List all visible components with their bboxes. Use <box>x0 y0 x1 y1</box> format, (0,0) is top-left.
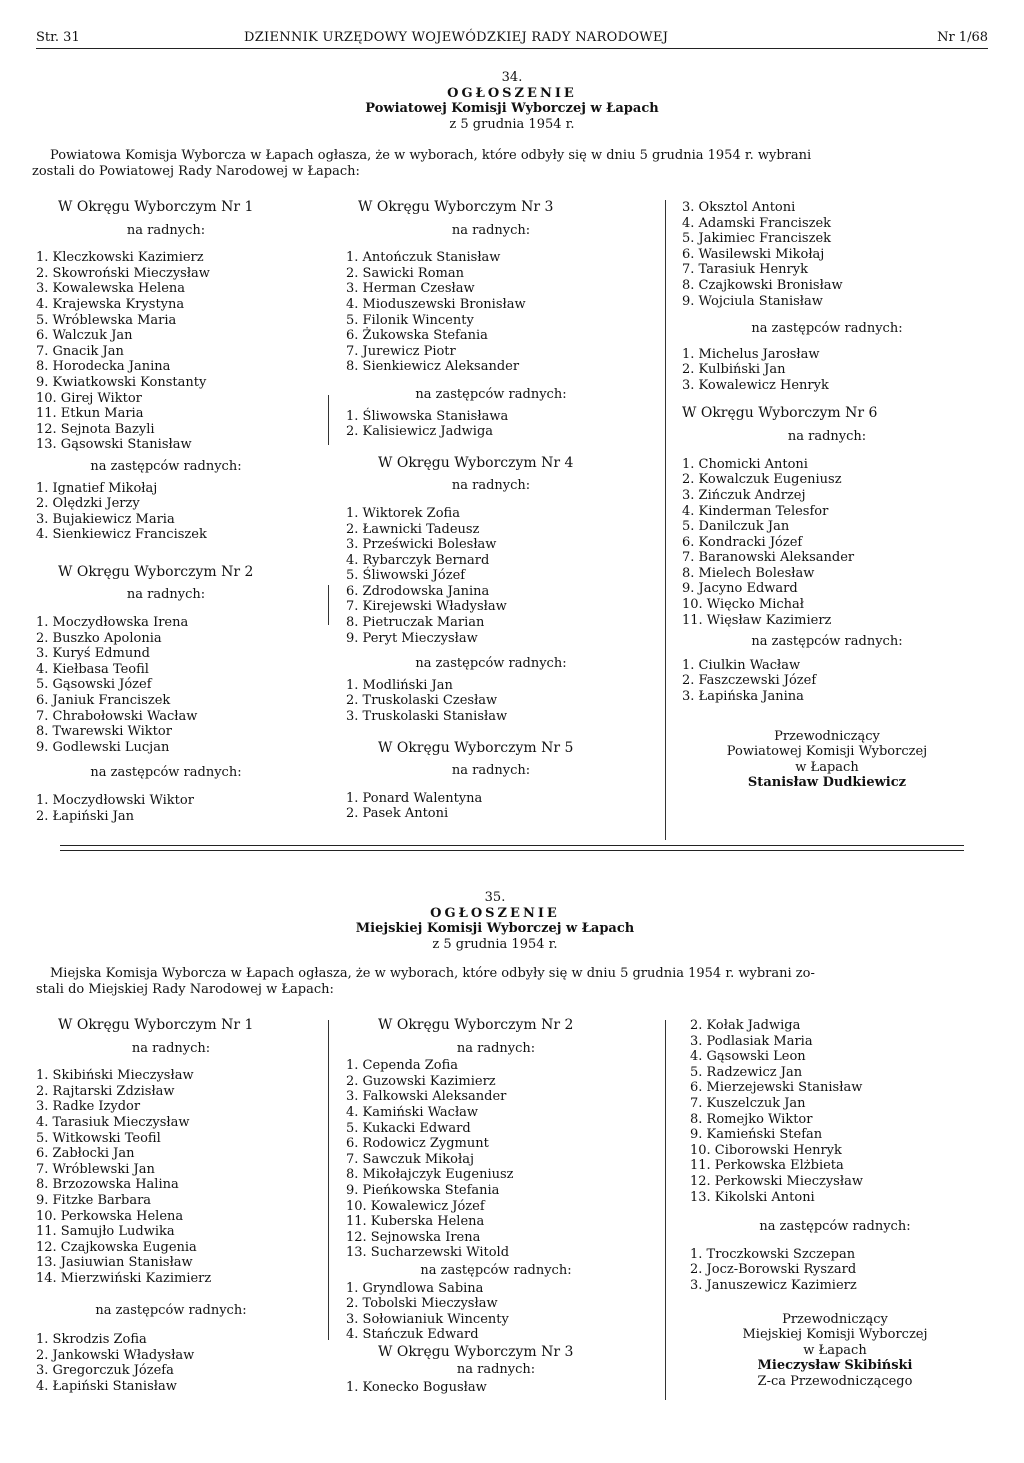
section-separator <box>60 845 964 846</box>
deputy-list <box>346 409 636 440</box>
notice-34-heading <box>0 70 1024 132</box>
list-item: 2. Ławnicki Tadeusz <box>346 521 480 537</box>
intro-line: zostali do Powiatowej Rady Narodowej w Łapach: <box>32 163 360 179</box>
list-item: 4. Łapiński Stanisław <box>36 1378 177 1394</box>
councillors-subheading: na radnych: <box>787 429 867 445</box>
district-heading: W Okręgu Wyborczym Nr 3 <box>358 199 554 215</box>
notice-number: 34. <box>501 70 523 85</box>
list-item: 7. Gnacik Jan <box>36 343 124 359</box>
list-item: 2. Jankowski Władysław <box>36 1347 195 1363</box>
list-item: 10. Kowalewicz Józef <box>346 1198 485 1214</box>
list-item: 11. Etkun Maria <box>36 406 144 422</box>
list-item: 11. Samujło Ludwika <box>36 1224 175 1240</box>
signature-name: Stanisław Dudkiewicz <box>747 775 907 791</box>
notice-34-intro <box>32 148 980 179</box>
list-item: 3. Bujakiewicz Maria <box>36 511 175 527</box>
list-item: 1. Chomicki Antoni <box>682 456 808 472</box>
intro-line: Miejska Komisja Wyborcza w Łapach ogłasza, że w wyborach, które odbyły się w dniu 5 grudnia 1954 r. wybrani zo- <box>50 966 815 981</box>
list-item: 1. Moczydłowski Wiktor <box>36 793 194 808</box>
list-item: 9. Wojciula Stanisław <box>682 293 823 309</box>
list-item: 2. Kowalczuk Eugeniusz <box>682 472 842 488</box>
councillor-list <box>346 506 636 646</box>
signature-block <box>690 1312 980 1390</box>
deputies-subheading: na zastępców radnych: <box>759 1219 911 1235</box>
list-item: 8. Mikołajczyk Eugeniusz <box>346 1167 514 1183</box>
list-item: 11. Więsław Kazimierz <box>682 612 832 628</box>
notice-35-column-1 <box>36 1018 306 1394</box>
signature-block <box>682 729 972 791</box>
list-item: 12. Sejnowska Irena <box>346 1229 481 1245</box>
councillors-subheading: na radnych: <box>126 587 206 603</box>
list-item: 3. Januszewicz Kazimierz <box>690 1277 857 1293</box>
list-item: 6. Kondracki Józef <box>682 534 803 550</box>
list-item: 10. Perkowska Helena <box>36 1208 184 1224</box>
list-item: 6. Rodowicz Zygmunt <box>346 1136 489 1152</box>
list-item: 13. Kikolski Antoni <box>690 1189 815 1205</box>
list-item: 2. Truskolaski Czesław <box>346 693 498 709</box>
list-item: 12. Czajkowska Eugenia <box>36 1239 197 1255</box>
list-item: 6. Zabłocki Jan <box>36 1146 135 1162</box>
deputy-list <box>682 347 972 394</box>
deputy-list <box>346 1281 646 1343</box>
list-item: 9. Kwiatkowski Konstanty <box>36 374 207 390</box>
list-item: 2. Tobolski Mieczysław <box>346 1296 498 1312</box>
list-item: 3. Kowalewska Helena <box>36 281 186 297</box>
running-head <box>36 30 988 49</box>
councillor-list <box>682 200 972 309</box>
list-item: 2. Sawicki Roman <box>346 265 464 281</box>
notice-34-column-2 <box>346 200 636 822</box>
list-item: 8. Czajkowski Bronisław <box>682 277 843 293</box>
list-item: 6. Walczuk Jan <box>36 328 133 344</box>
list-item: 8. Mielech Bolesław <box>682 565 815 581</box>
column-rule <box>328 395 329 445</box>
section-separator <box>60 850 964 851</box>
notice-subtitle: Miejskiej Komisji Wyborczej w Łapach <box>355 921 635 937</box>
list-item: 2. Kulbiński Jan <box>682 362 786 378</box>
list-item: 9. Jacyno Edward <box>682 581 798 597</box>
notice-title: OGŁOSZENIE <box>430 905 560 921</box>
list-item: 7. Baranowski Aleksander <box>682 550 855 566</box>
column-rule <box>665 1020 666 1400</box>
district-heading: W Okręgu Wyborczym Nr 2 <box>378 1017 574 1033</box>
list-item: 5. Wróblewska Maria <box>36 312 177 328</box>
list-item: 10. Girej Wiktor <box>36 390 142 406</box>
list-item: 7. Kirejewski Władysław <box>346 599 507 615</box>
councillors-subheading: na radnych: <box>131 1040 211 1056</box>
list-item: 7. Tarasiuk Henryk <box>682 262 808 278</box>
notice-date: z 5 grudnia 1954 r. <box>449 116 575 132</box>
signature-organisation: Miejskiej Komisji Wyborczej <box>742 1327 928 1343</box>
signature-place: w Łapach <box>795 759 859 775</box>
councillor-list <box>346 250 636 375</box>
list-item: 5. Danilczuk Jan <box>682 519 790 535</box>
list-item: 1. Skrodzis Zofia <box>36 1332 147 1348</box>
list-item: 2. Faszczewski Józef <box>682 673 817 689</box>
list-item: 3. Herman Czesław <box>346 281 475 297</box>
list-item: 1. Ciulkin Wacław <box>682 657 801 673</box>
list-item: 4. Tarasiuk Mieczysław <box>36 1114 190 1130</box>
notice-number: 35. <box>484 890 506 905</box>
list-item: 3. Podlasiak Maria <box>690 1033 813 1049</box>
notice-34-column-1 <box>36 200 296 824</box>
column-rule <box>328 585 329 625</box>
list-item: 9. Peryt Mieczysław <box>346 630 478 646</box>
list-item: 8. Brzozowska Halina <box>36 1177 179 1193</box>
councillor-list <box>36 615 296 755</box>
intro-line: Powiatowa Komisja Wyborcza w Łapach ogłasza, że w wyborach, które odbyły się w dniu 5 grudnia 1954 r. wybrani <box>50 148 812 163</box>
list-item: 8. Romejko Wiktor <box>690 1111 813 1127</box>
list-item: 7. Jurewicz Piotr <box>346 343 456 359</box>
deputy-list <box>36 1332 306 1394</box>
notice-35-column-3 <box>690 1018 980 1389</box>
councillor-list <box>690 1018 980 1205</box>
deputies-subheading: na zastępców radnych: <box>751 634 903 650</box>
notice-title: OGŁOSZENIE <box>447 85 577 101</box>
councillor-list <box>36 1068 306 1286</box>
list-item: 2. Kołak Jadwiga <box>690 1018 801 1033</box>
list-item: 7. Sawczuk Mikołaj <box>346 1151 475 1167</box>
list-item: 7. Wróblewski Jan <box>36 1161 155 1177</box>
district-heading: W Okręgu Wyborczym Nr 4 <box>378 454 574 471</box>
list-item: 1. Ponard Walentyna <box>346 790 483 806</box>
councillors-subheading: na radnych: <box>126 222 206 238</box>
list-item: 10. Ciborowski Henryk <box>690 1142 842 1158</box>
signature-role: Przewodniczący <box>782 1311 888 1327</box>
deputy-list <box>36 793 296 824</box>
signature-organisation: Powiatowej Komisji Wyborczej <box>726 744 928 760</box>
deputy-list <box>346 678 636 725</box>
list-item: 11. Kuberska Helena <box>346 1214 485 1230</box>
list-item: 5. Jakimiec Franciszek <box>682 231 832 247</box>
list-item: 5. Witkowski Teofil <box>36 1130 161 1146</box>
list-item: 6. Janiuk Franciszek <box>36 693 171 709</box>
notice-35-intro <box>36 966 980 997</box>
district-heading: W Okręgu Wyborczym Nr 5 <box>378 739 574 756</box>
list-item: 4. Kamiński Wacław <box>346 1104 479 1120</box>
list-item: 6. Mierzejewski Stanisław <box>690 1080 863 1096</box>
journal-title: DZIENNIK URZĘDOWY WOJEWÓDZKIEJ RADY NARODOWEJ <box>244 30 669 45</box>
list-item: 7. Kuszelczuk Jan <box>690 1095 806 1111</box>
list-item: 2. Buszko Apolonia <box>36 630 162 646</box>
list-item: 1. Wiktorek Zofia <box>346 505 460 521</box>
list-item: 6. Zdrodowska Janina <box>346 583 490 599</box>
deputies-subheading: na zastępców radnych: <box>415 386 567 402</box>
list-item: 5. Kukacki Edward <box>346 1120 471 1136</box>
list-item: 2. Rajtarski Zdzisław <box>36 1083 175 1099</box>
notice-34-column-3 <box>682 200 972 791</box>
councillors-subheading: na radnych: <box>451 478 531 494</box>
list-item: 2. Jocz-Borowski Ryszard <box>690 1262 857 1278</box>
councillor-list <box>346 791 636 822</box>
list-item: 7. Chrabołowski Wacław <box>36 708 198 724</box>
district-heading: W Okręgu Wyborczym Nr 2 <box>58 563 254 580</box>
signature-role: Przewodniczący <box>774 728 880 744</box>
list-item: 4. Kiełbasa Teofil <box>36 661 149 677</box>
list-item: 9. Godlewski Lucjan <box>36 739 170 755</box>
list-item: 2. Guzowski Kazimierz <box>346 1073 496 1089</box>
list-item: 3. Gregorczuk Józefa <box>36 1363 174 1379</box>
notice-35-heading <box>0 890 990 952</box>
list-item: 4. Rybarczyk Bernard <box>346 552 490 568</box>
list-item: 1. Moczydłowska Irena <box>36 615 189 631</box>
councillor-list <box>682 457 972 629</box>
issue-number: Nr 1/68 <box>937 30 988 45</box>
list-item: 1. Śliwowska Stanisława <box>346 408 509 424</box>
list-item: 1. Konecko Bogusław <box>346 1380 487 1396</box>
district-heading: W Okręgu Wyborczym Nr 6 <box>682 404 878 421</box>
list-item: 1. Modliński Jan <box>346 677 453 693</box>
signature-deputy-role: Z-ca Przewodniczącego <box>757 1373 913 1389</box>
deputy-list <box>36 481 296 543</box>
list-item: 4. Kinderman Telesfor <box>682 503 829 519</box>
list-item: 5. Gąsowski Józef <box>36 677 152 693</box>
list-item: 3. Falkowski Aleksander <box>346 1089 507 1105</box>
list-item: 3. Kowalewicz Henryk <box>682 377 829 393</box>
notice-subtitle: Powiatowej Komisji Wyborczej w Łapach <box>365 101 659 117</box>
list-item: 5. Radzewicz Jan <box>690 1064 803 1080</box>
district-heading: W Okręgu Wyborczym Nr 3 <box>378 1343 574 1360</box>
list-item: 12. Sejnota Bazyli <box>36 421 155 437</box>
list-item: 8. Pietruczak Marian <box>346 615 485 631</box>
list-item: 4. Gąsowski Leon <box>690 1049 806 1065</box>
list-item: 4. Krajewska Krystyna <box>36 296 185 312</box>
deputy-list <box>690 1247 980 1294</box>
notice-35-column-2 <box>346 1018 646 1396</box>
list-item: 3. Radke Izydor <box>36 1099 141 1115</box>
list-item: 14. Mierzwiński Kazimierz <box>36 1270 212 1286</box>
list-item: 3. Zińczuk Andrzej <box>682 487 806 503</box>
list-item: 3. Kuryś Edmund <box>36 646 150 662</box>
councillor-list <box>36 250 296 453</box>
list-item: 1. Gryndlowa Sabina <box>346 1280 484 1296</box>
list-item: 9. Pieńkowska Stefania <box>346 1182 500 1198</box>
column-rule <box>328 1020 329 1340</box>
deputies-subheading: na zastępców radnych: <box>90 458 242 474</box>
list-item: 2. Kalisiewicz Jadwiga <box>346 424 494 440</box>
list-item: 13. Sucharzewski Witold <box>346 1245 510 1261</box>
list-item: 1. Cependa Zofia <box>346 1058 459 1074</box>
list-item: 1. Troczkowski Szczepan <box>690 1246 856 1262</box>
deputies-subheading: na zastępców radnych: <box>95 1302 247 1318</box>
intro-line: stali do Miejskiej Rady Narodowej w Łapach: <box>36 981 334 997</box>
list-item: 1. Skibiński Mieczysław <box>36 1068 194 1084</box>
list-item: 2. Łapiński Jan <box>36 808 135 824</box>
signature-place: w Łapach <box>803 1342 867 1358</box>
list-item: 4. Mioduszewski Bronisław <box>346 296 526 312</box>
signature-name: Mieczysław Skibiński <box>757 1358 913 1374</box>
deputies-subheading: na zastępców radnych: <box>90 765 242 781</box>
list-item: 1. Kleczkowski Kazimierz <box>36 250 204 266</box>
councillor-list <box>346 1380 646 1396</box>
list-item: 5. Filonik Wincenty <box>346 312 474 328</box>
list-item: 11. Perkowska Elżbieta <box>690 1158 844 1174</box>
list-item: 5. Śliwowski Józef <box>346 568 466 584</box>
list-item: 3. Truskolaski Stanisław <box>346 709 508 725</box>
list-item: 3. Sołowianiuk Wincenty <box>346 1311 509 1327</box>
list-item: 3. Prześwicki Bolesław <box>346 537 497 553</box>
deputies-subheading: na zastępców radnych: <box>751 321 903 337</box>
list-item: 12. Perkowski Mieczysław <box>690 1173 863 1189</box>
councillors-subheading: na radnych: <box>456 1362 536 1378</box>
column-rule <box>665 200 666 840</box>
list-item: 10. Więcko Michał <box>682 597 804 613</box>
list-item: 9. Kamieński Stefan <box>690 1127 823 1143</box>
councillors-subheading: na radnych: <box>451 763 531 779</box>
deputies-subheading: na zastępców radnych: <box>415 656 567 672</box>
list-item: 3. Łapińska Janina <box>682 689 804 705</box>
district-heading: W Okręgu Wyborczym Nr 1 <box>58 199 254 215</box>
list-item: 13. Jasiuwian Stanisław <box>36 1255 193 1271</box>
councillors-subheading: na radnych: <box>456 1040 536 1056</box>
list-item: 4. Sienkiewicz Franciszek <box>36 527 207 543</box>
list-item: 4. Adamski Franciszek <box>682 215 832 231</box>
list-item: 6. Wasilewski Mikołaj <box>682 246 825 262</box>
list-item: 9. Fitzke Barbara <box>36 1192 152 1208</box>
councillor-list <box>346 1058 646 1261</box>
list-item: 2. Skowroński Mieczysław <box>36 265 210 281</box>
list-item: 4. Stańczuk Edward <box>346 1327 479 1343</box>
list-item: 8. Horodecka Janina <box>36 359 171 375</box>
deputy-list <box>682 658 972 705</box>
list-item: 1. Michelus Jarosław <box>682 346 820 362</box>
councillors-subheading: na radnych: <box>451 222 531 238</box>
deputies-subheading: na zastępców radnych: <box>420 1262 572 1278</box>
list-item: 1. Antończuk Stanisław <box>346 250 501 266</box>
notice-date: z 5 grudnia 1954 r. <box>432 936 558 952</box>
list-item: 8. Twarewski Wiktor <box>36 724 172 740</box>
list-item: 6. Żukowska Stefania <box>346 328 488 344</box>
list-item: 3. Oksztol Antoni <box>682 200 796 215</box>
list-item: 2. Olędzki Jerzy <box>36 496 140 512</box>
list-item: 13. Gąsowski Stanisław <box>36 437 192 453</box>
list-item: 2. Pasek Antoni <box>346 806 449 822</box>
district-heading: W Okręgu Wyborczym Nr 1 <box>58 1017 254 1033</box>
list-item: 1. Ignatief Mikołaj <box>36 480 158 496</box>
page-number: Str. 31 <box>36 30 80 45</box>
list-item: 8. Sienkiewicz Aleksander <box>346 359 520 375</box>
